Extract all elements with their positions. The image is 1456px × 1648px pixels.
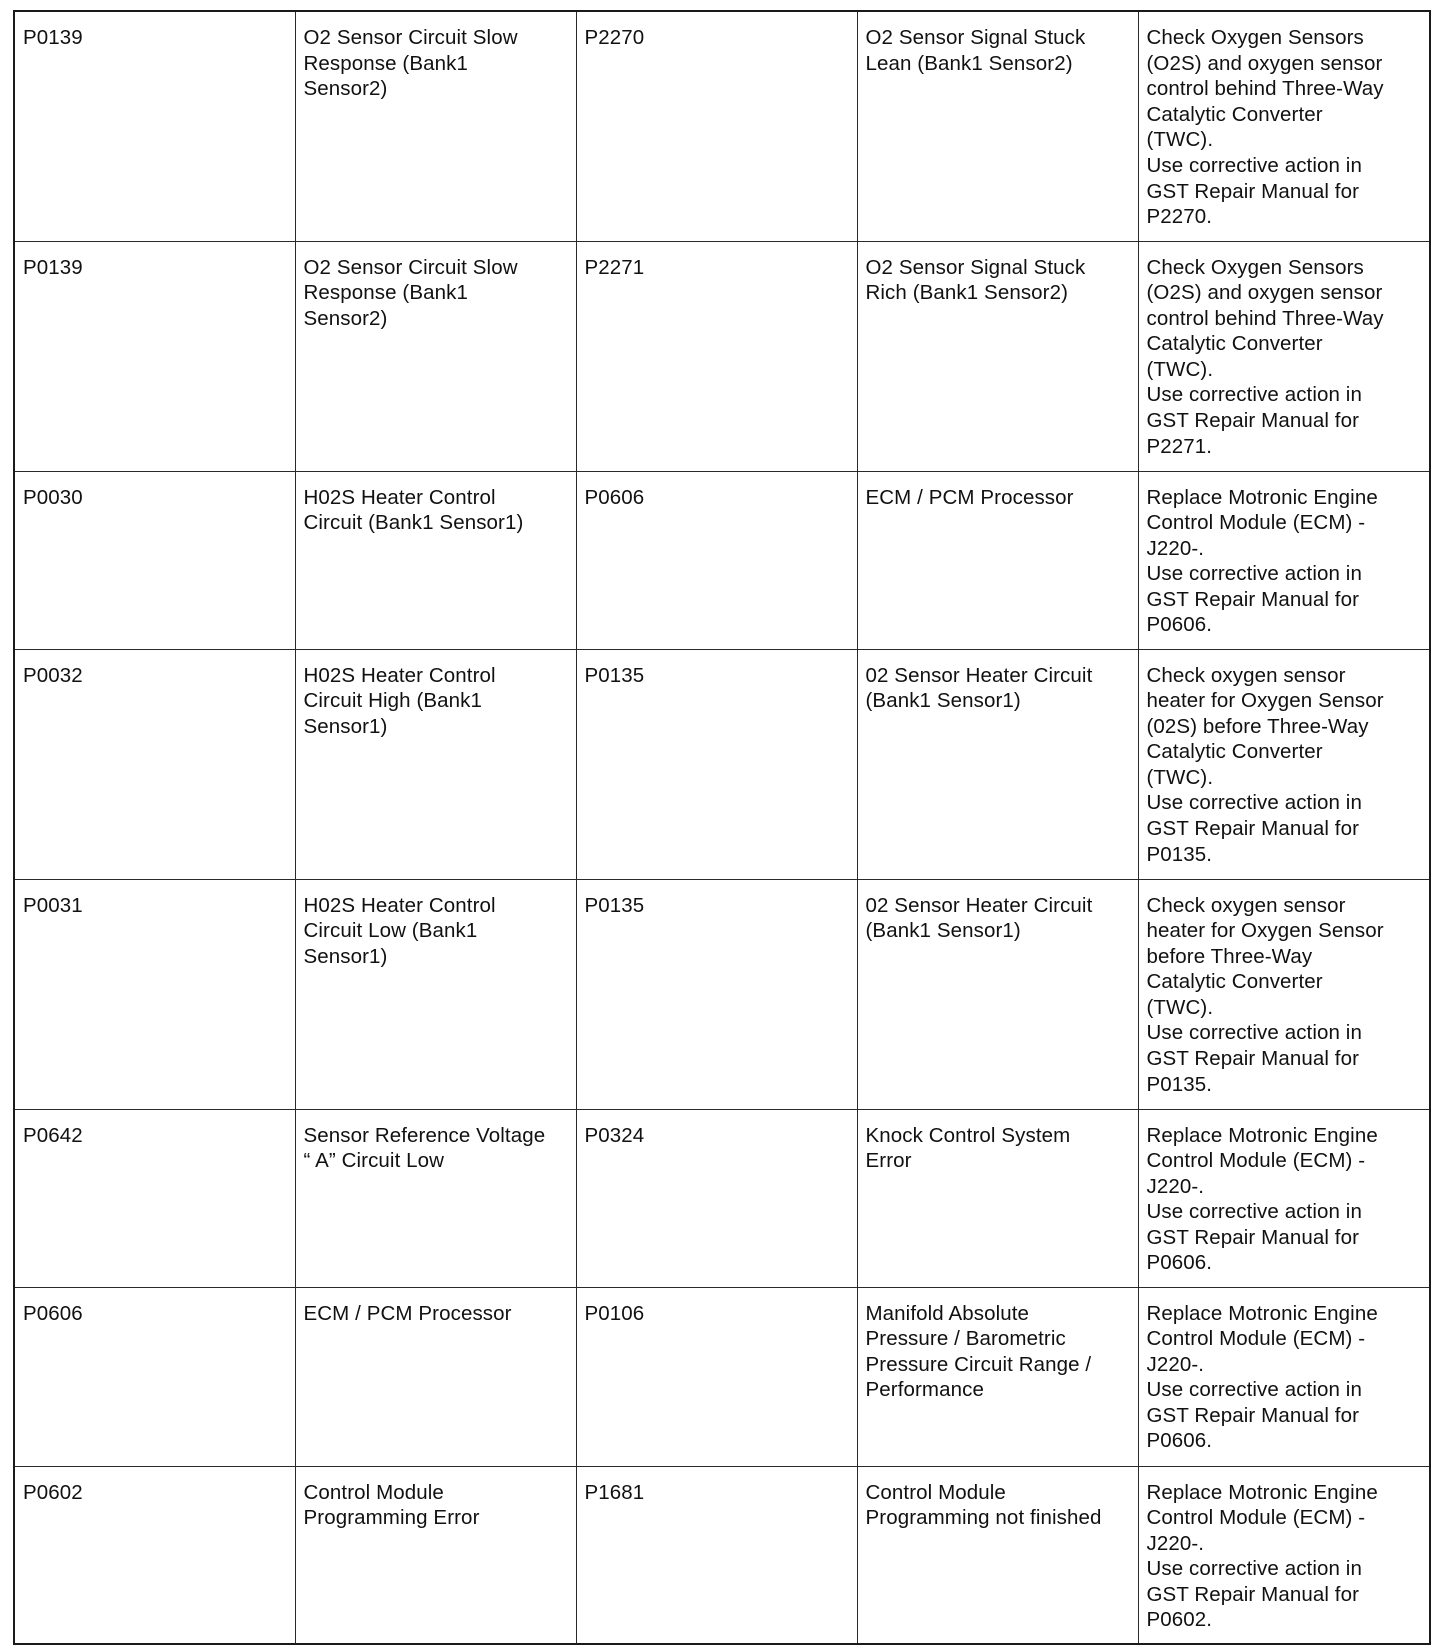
cell-text-line: H02S Heater Control xyxy=(303,485,496,509)
cell-text-line: Catalytic Converter xyxy=(1146,102,1323,126)
cell-text-line: Control Module xyxy=(865,1480,1006,1504)
cell-text-line: Replace Motronic Engine xyxy=(1146,1301,1378,1325)
cell-text-line: Use corrective action in xyxy=(1146,153,1362,177)
cell-text-line: J220-. xyxy=(1146,1174,1205,1198)
cell-text: P0139 xyxy=(23,255,83,279)
corrective-action-cell xyxy=(1138,649,1430,879)
related-description-cell xyxy=(857,471,1138,649)
cell-text: P0031 xyxy=(23,893,83,917)
cell-text-line: Use corrective action in xyxy=(1146,1021,1362,1045)
related-description-cell xyxy=(857,11,1138,241)
cell-text-line: (Bank1 Sensor1) xyxy=(865,689,1021,713)
related-code-cell xyxy=(576,241,857,471)
cell-text-line: GST Repair Manual for xyxy=(1146,817,1360,841)
fault-description-cell xyxy=(295,879,576,1109)
cell-text-line: Circuit High (Bank1 xyxy=(303,689,482,713)
cell-text-line: Replace Motronic Engine xyxy=(1146,1480,1378,1504)
fault-description-cell xyxy=(295,11,576,241)
fault-description-cell xyxy=(295,1466,576,1644)
cell-text-line: P0602. xyxy=(1146,1608,1213,1632)
related-description-cell xyxy=(857,879,1138,1109)
cell-text-line: control behind Three-Way xyxy=(1146,306,1384,330)
cell-text: P0139 xyxy=(23,26,83,49)
cell-text-line: Knock Control System xyxy=(865,1123,1071,1147)
cell-text-line: O2 Sensor Signal Stuck xyxy=(865,255,1086,279)
cell-text-line: before Three-Way xyxy=(1146,944,1313,968)
cell-text: P0030 xyxy=(23,485,83,509)
cell-text-line: Sensor1) xyxy=(303,714,388,738)
fault-description-cell xyxy=(295,1109,576,1287)
cell-text-line: (TWC). xyxy=(1146,765,1214,789)
cell-text: P1681 xyxy=(584,1480,645,1504)
cell-text-line: “ A” Circuit Low xyxy=(303,1149,445,1173)
related-description-cell xyxy=(857,1466,1138,1644)
cell-text: P0324 xyxy=(584,1123,645,1147)
cell-text-line: Pressure / Barometric xyxy=(865,1327,1066,1351)
table-row xyxy=(14,241,1430,471)
cell-text: P0606 xyxy=(23,1301,83,1325)
cell-text-line: Replace Motronic Engine xyxy=(1146,1123,1378,1147)
cell-text-line: Use corrective action in xyxy=(1146,1378,1362,1402)
table-row xyxy=(14,11,1430,241)
related-code-cell xyxy=(576,471,857,649)
cell-text-line: Check oxygen sensor xyxy=(1146,663,1346,687)
cell-text-line: Control Module (ECM) - xyxy=(1146,1506,1366,1530)
cell-text-line: P0135. xyxy=(1146,1072,1213,1096)
cell-text-line: Check Oxygen Sensors xyxy=(1146,255,1364,279)
cell-text-line: Manifold Absolute xyxy=(865,1301,1030,1325)
cell-text-line: heater for Oxygen Sensor xyxy=(1146,689,1384,713)
table-row xyxy=(14,1466,1430,1644)
fault-description-cell xyxy=(295,649,576,879)
cell-text: P0606 xyxy=(584,485,645,509)
table-row xyxy=(14,471,1430,649)
cell-text-line: P0606. xyxy=(1146,1251,1213,1275)
cell-text: P0032 xyxy=(23,663,83,687)
cell-text-line: Rich (Bank1 Sensor2) xyxy=(865,281,1069,305)
cell-text-line: Use corrective action in xyxy=(1146,1200,1362,1224)
related-code-cell xyxy=(576,649,857,879)
cell-text-line: Control Module (ECM) - xyxy=(1146,1149,1366,1173)
cell-text: P0106 xyxy=(584,1301,645,1325)
cell-text-line: 02 Sensor Heater Circuit xyxy=(865,893,1093,917)
cell-text-line: Pressure Circuit Range / xyxy=(865,1352,1092,1376)
related-description-cell xyxy=(857,649,1138,879)
cell-text-line: (Bank1 Sensor1) xyxy=(865,919,1021,943)
table-row xyxy=(14,1287,1430,1466)
cell-text-line: Control Module xyxy=(303,1480,444,1504)
related-code-cell xyxy=(576,1287,857,1466)
cell-text-line: Check Oxygen Sensors xyxy=(1146,26,1364,49)
cell-text-line: Circuit (Bank1 Sensor1) xyxy=(303,511,524,535)
cell-text-line: Circuit Low (Bank1 xyxy=(303,919,478,943)
cell-text-line: H02S Heater Control xyxy=(303,893,496,917)
cell-text-line: GST Repair Manual for xyxy=(1146,587,1360,611)
cell-text-line: Sensor1) xyxy=(303,944,388,968)
related-description-cell xyxy=(857,1287,1138,1466)
related-code-cell xyxy=(576,879,857,1109)
cell-text-line: P0606. xyxy=(1146,1429,1213,1453)
cell-text: P2271 xyxy=(584,255,645,279)
cell-text-line: Error xyxy=(865,1149,912,1173)
cell-text-line: (TWC). xyxy=(1146,357,1214,381)
cell-text-line: O2 Sensor Signal Stuck xyxy=(865,26,1086,49)
fault-code-cell xyxy=(14,471,295,649)
dtc-table xyxy=(13,10,1431,1645)
cell-text-line: P0606. xyxy=(1146,613,1213,637)
related-code-cell xyxy=(576,1466,857,1644)
corrective-action-cell xyxy=(1138,11,1430,241)
cell-text-line: J220-. xyxy=(1146,536,1205,560)
cell-text-line: ECM / PCM Processor xyxy=(865,485,1074,509)
fault-code-cell xyxy=(14,11,295,241)
cell-text-line: Programming not finished xyxy=(865,1506,1102,1530)
cell-text-line: (02S) before Three-Way xyxy=(1146,714,1369,738)
fault-description-cell xyxy=(295,1287,576,1466)
fault-code-cell xyxy=(14,649,295,879)
cell-text: P0135 xyxy=(584,893,645,917)
cell-text-line: GST Repair Manual for xyxy=(1146,1225,1360,1249)
cell-text: P0135 xyxy=(584,663,645,687)
cell-text-line: GST Repair Manual for xyxy=(1146,1047,1360,1071)
cell-text-line: (TWC). xyxy=(1146,995,1214,1019)
related-description-cell xyxy=(857,241,1138,471)
cell-text-line: Use corrective action in xyxy=(1146,383,1362,407)
cell-text-line: P2270. xyxy=(1146,205,1213,229)
corrective-action-cell xyxy=(1138,1287,1430,1466)
cell-text: P0602 xyxy=(23,1480,83,1504)
cell-text-line: J220-. xyxy=(1146,1531,1205,1555)
fault-code-cell xyxy=(14,1466,295,1644)
table-row xyxy=(14,1109,1430,1287)
cell-text-line: Performance xyxy=(865,1378,984,1402)
fault-description-cell xyxy=(295,241,576,471)
cell-text-line: Sensor Reference Voltage xyxy=(303,1123,546,1147)
fault-code-cell xyxy=(14,879,295,1109)
fault-description-cell xyxy=(295,471,576,649)
cell-text-line: (O2S) and oxygen sensor xyxy=(1146,281,1383,305)
cell-text-line: (O2S) and oxygen sensor xyxy=(1146,51,1383,75)
cell-text-line: Control Module (ECM) - xyxy=(1146,511,1366,535)
cell-text-line: (TWC). xyxy=(1146,128,1214,152)
cell-text-line: Sensor2) xyxy=(303,306,388,330)
cell-text-line: Response (Bank1 xyxy=(303,281,468,305)
related-code-cell xyxy=(576,1109,857,1287)
cell-text-line: Use corrective action in xyxy=(1146,1557,1362,1581)
related-description-cell xyxy=(857,1109,1138,1287)
cell-text-line: Catalytic Converter xyxy=(1146,740,1323,764)
cell-text-line: Response (Bank1 xyxy=(303,51,468,75)
cell-text-line: 02 Sensor Heater Circuit xyxy=(865,663,1093,687)
cell-text-line: Control Module (ECM) - xyxy=(1146,1327,1366,1351)
fault-code-cell xyxy=(14,1287,295,1466)
table-row xyxy=(14,649,1430,879)
cell-text-line: ECM / PCM Processor xyxy=(303,1301,512,1325)
cell-text-line: GST Repair Manual for xyxy=(1146,179,1360,203)
cell-text-line: J220-. xyxy=(1146,1352,1205,1376)
related-code-cell xyxy=(576,11,857,241)
cell-text-line: Sensor2) xyxy=(303,77,388,101)
corrective-action-cell xyxy=(1138,471,1430,649)
cell-text-line: Check oxygen sensor xyxy=(1146,893,1346,917)
cell-text-line: control behind Three-Way xyxy=(1146,77,1384,101)
cell-text-line: Catalytic Converter xyxy=(1146,332,1323,356)
corrective-action-cell xyxy=(1138,879,1430,1109)
fault-code-cell xyxy=(14,241,295,471)
cell-text-line: GST Repair Manual for xyxy=(1146,1582,1360,1606)
fault-code-cell xyxy=(14,1109,295,1287)
cell-text-line: Catalytic Converter xyxy=(1146,970,1323,994)
dtc-table-body xyxy=(14,11,1430,1644)
cell-text-line: Use corrective action in xyxy=(1146,791,1362,815)
cell-text-line: H02S Heater Control xyxy=(303,663,496,687)
cell-text: P2270 xyxy=(584,26,645,49)
corrective-action-cell xyxy=(1138,1109,1430,1287)
cell-text-line: Replace Motronic Engine xyxy=(1146,485,1378,509)
cell-text-line: heater for Oxygen Sensor xyxy=(1146,919,1384,943)
cell-text-line: O2 Sensor Circuit Slow xyxy=(303,255,518,279)
cell-text-line: GST Repair Manual for xyxy=(1146,409,1360,433)
cell-text-line: Programming Error xyxy=(303,1506,480,1530)
cell-text-line: P0135. xyxy=(1146,842,1213,866)
cell-text-line: Lean (Bank1 Sensor2) xyxy=(865,51,1073,75)
cell-text: P0642 xyxy=(23,1123,83,1147)
cell-text-line: P2271. xyxy=(1146,434,1213,458)
corrective-action-cell xyxy=(1138,1466,1430,1644)
corrective-action-cell xyxy=(1138,241,1430,471)
table-row xyxy=(14,879,1430,1109)
cell-text-line: GST Repair Manual for xyxy=(1146,1403,1360,1427)
cell-text-line: O2 Sensor Circuit Slow xyxy=(303,26,518,49)
cell-text-line: Use corrective action in xyxy=(1146,562,1362,586)
